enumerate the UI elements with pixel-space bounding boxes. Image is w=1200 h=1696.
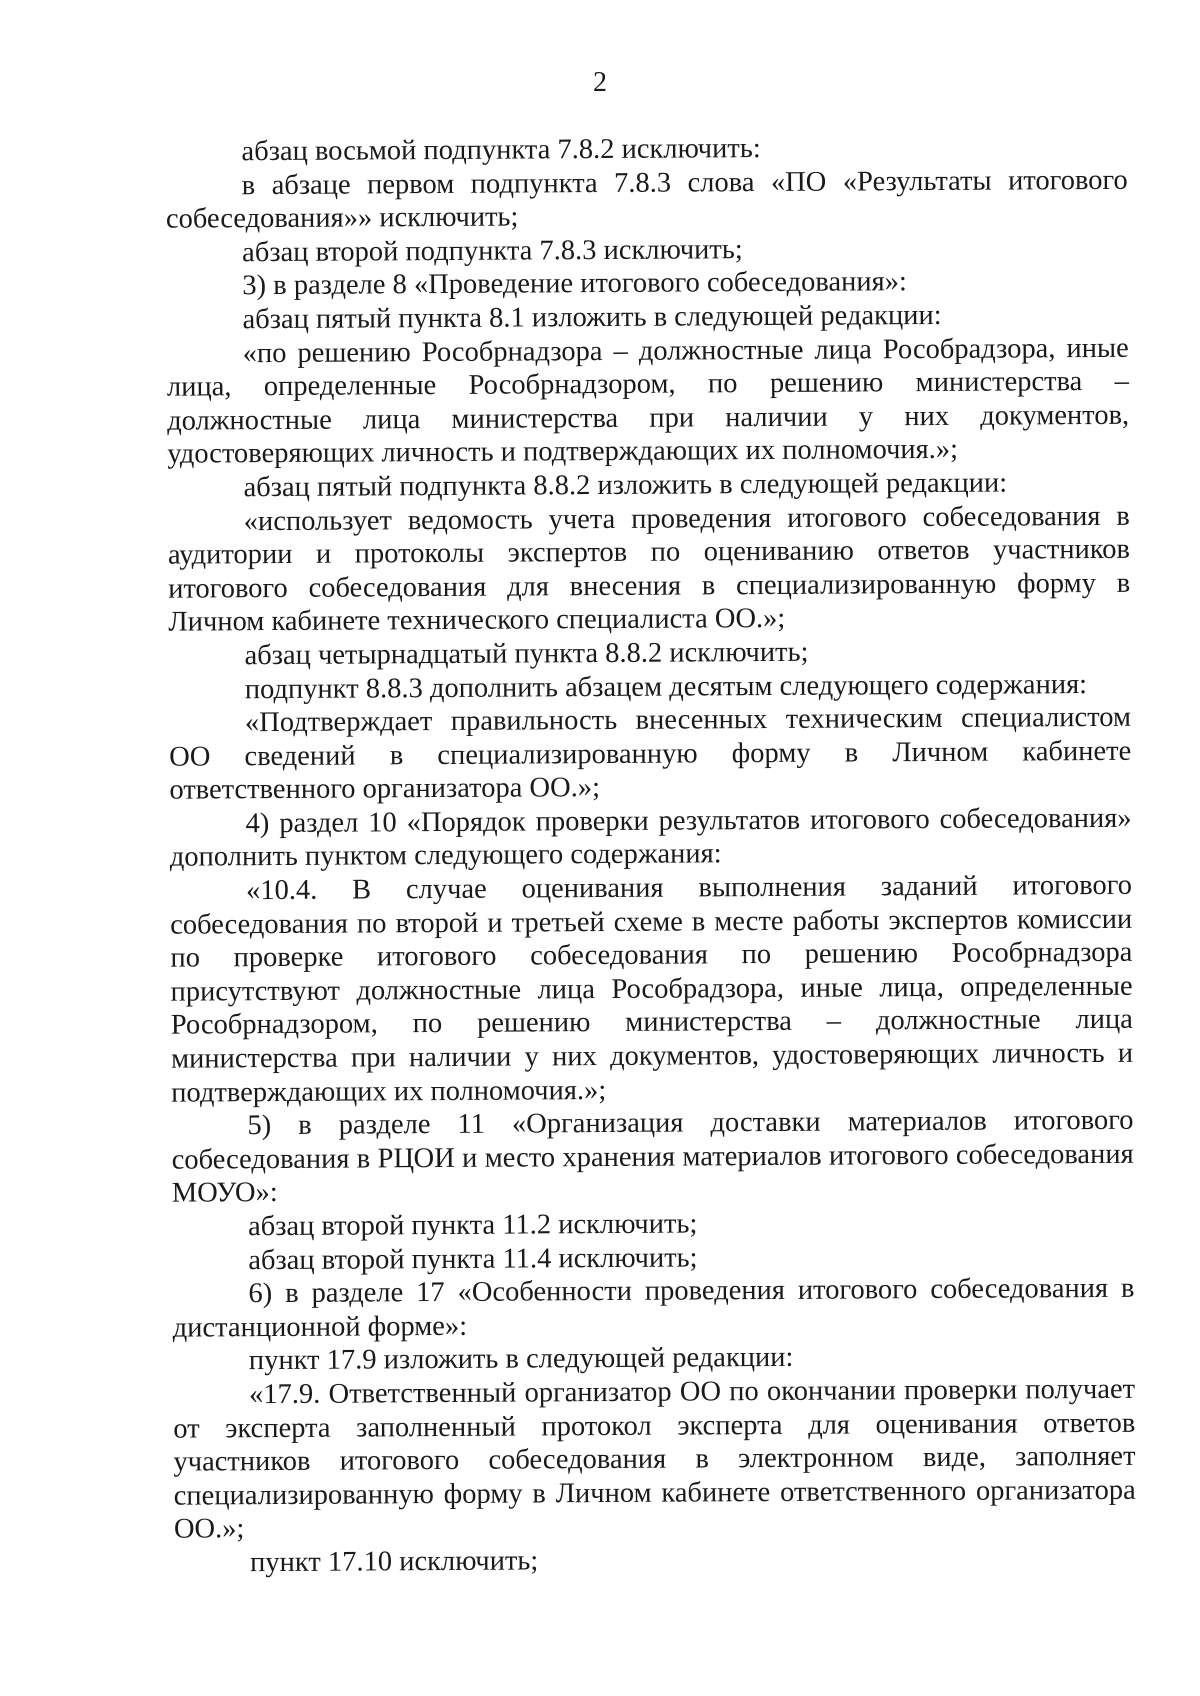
paragraph: абзац второй подпункта 7.8.3 исключить; <box>242 233 743 268</box>
paragraph: абзац пятый подпункта 8.8.2 изложить в следующей редакции: <box>243 467 1008 504</box>
paragraph: 4) раздел 10 «Порядок проверки результатов итогового собеседования» дополнить пунктом следующего содержания: <box>169 802 1132 874</box>
page-number: 2 <box>593 67 607 98</box>
paragraph: абзац пятый пункта 8.1 изложить в следующей редакции: <box>242 299 942 336</box>
paragraph: абзац второй пункта 11.2 исключить; <box>247 1208 698 1243</box>
paragraph: абзац четырнадцатый пункта 8.8.2 исключить; <box>244 636 809 672</box>
paragraph: абзац второй пункта 11.4 исключить; <box>248 1242 698 1276</box>
paragraph: 5) в разделе 11 «Организация доставки материалов итогового собеседования в РЦОИ и место хранения материалов итогового собеседования МОУО»: <box>171 1104 1134 1210</box>
paragraph: 3) в разделе 8 «Проведение итогового собеседования»: <box>242 266 907 302</box>
paragraph: подпункт 8.8.3 дополнить абзацем десятым следующего содержания: <box>244 668 1088 705</box>
paragraph: абзац восьмой подпункта 7.8.2 исключить: <box>241 133 761 168</box>
paragraph: «17.9. Ответственный организатор ОО по окончании проверки получает от эксперта заполненный протокол эксперта для оценивания ответов участников итогового собеседования в электронном виде, заполняет специализированную форму в Личном кабинете ответственного организатора ОО.»; <box>173 1373 1136 1545</box>
paragraph: пункт 17.10 исключить; <box>250 1545 539 1579</box>
paragraph: 6) в разделе 17 «Особенности проведения итогового собеседования в дистанционной форме»: <box>172 1272 1135 1344</box>
paragraph: «Подтверждает правильность внесенных техническим специалистом ОО сведений в специализированную форму в Личном кабинете ответственного организатора ОО.»; <box>169 701 1132 806</box>
paragraph: «по решению Рособрнадзора – должностные лица Рособрадзора, иные лица, определенные Рособрнадзором, по решению министерства – должностные лица министерства при наличии у них документов, удостоверяющих личность и подтверждающих их полномочия.»; <box>166 332 1130 471</box>
paragraph: пункт 17.9 изложить в следующей редакции: <box>248 1342 794 1377</box>
document-body <box>165 130 1136 1580</box>
paragraph: в абзаце первом подпункта 7.8.3 слова «ПО «Результаты итогового собеседования»» исключить; <box>165 164 1128 235</box>
paragraph: «использует ведомость учета проведения итогового собеседования в аудитории и протоколы экспертов по оцениванию ответов участников итогового собеседования для внесения в специализированную форму в Личном кабинете технического специалиста ОО.»; <box>167 500 1131 638</box>
paragraph: «10.4. В случае оценивания выполнения заданий итогового собеседования по второй и третьей схеме в месте работы экспертов комиссии по проверке итогового собеседования по решению Рособрнадзора присутствуют должностные лица Рособрадзора, иные лица, определенные Рособрнадзором, по решению министерства – должностные лица министерства при наличии у них документов, удостоверяющих личность и подтверждающих их полномочия.»; <box>170 869 1134 1109</box>
